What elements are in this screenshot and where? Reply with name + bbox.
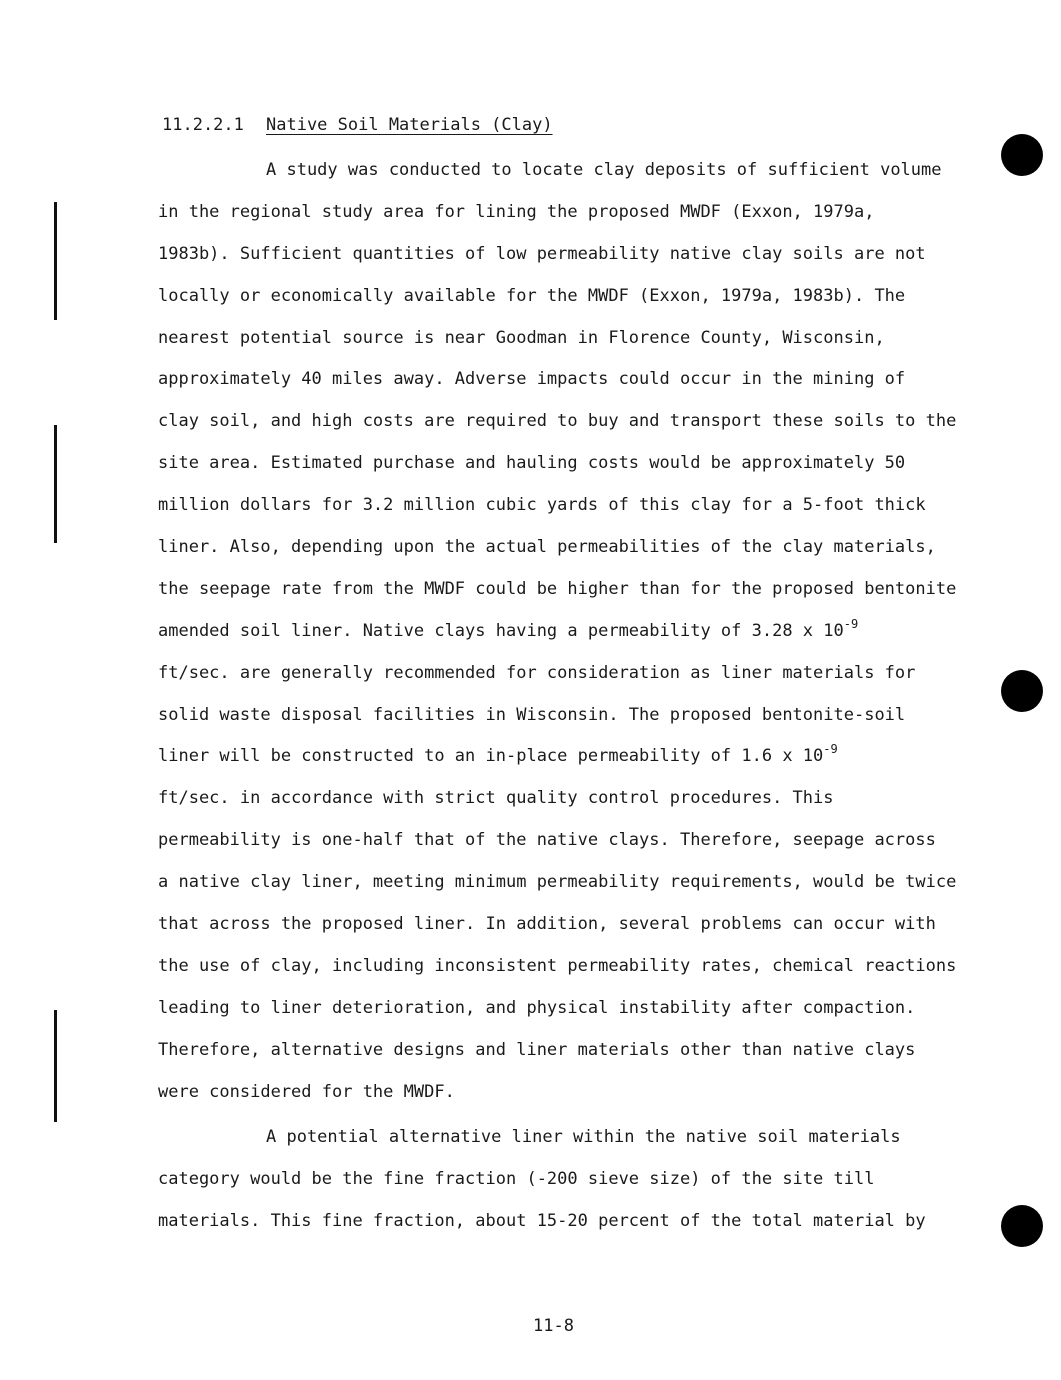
line-text: amended soil liner. Native clays having a permeability of 3.28 x 10 [158,620,844,641]
exponent: -9 [843,616,859,631]
paragraph-line: nearest potential source is near Goodman in Florence County, Wisconsin, [158,327,885,348]
revision-bar [54,425,57,543]
section-heading [162,115,553,135]
revision-bar [54,202,57,320]
page-number: 11-8 [533,1316,574,1336]
paragraph-line: materials. This fine fraction, about 15-20 percent of the total material by [158,1211,926,1232]
punch-hole [1001,1205,1043,1247]
paragraph-line: site area. Estimated purchase and hauling costs would be approximately 50 [158,453,906,474]
punch-hole [1001,134,1043,176]
revision-bar [54,1010,57,1122]
paragraph-line: A study was conducted to locate clay deposits of sufficient volume [266,160,942,180]
paragraph-line: permeability is one-half that of the native clays. Therefore, seepage across [158,830,936,851]
paragraph-line: 1983b). Sufficient quantities of low permeability native clay soils are not [158,243,926,264]
section-number: 11.2.2.1 [162,115,244,135]
paragraph-line: that across the proposed liner. In addition, several problems can occur with [158,914,936,935]
paragraph-line: solid waste disposal facilities in Wisconsin. The proposed bentonite-soil [158,704,906,725]
paragraph-line: leading to liner deterioration, and physical instability after compaction. [158,997,916,1018]
punch-hole [1001,670,1043,712]
paragraph-line: million dollars for 3.2 million cubic yards of this clay for a 5-foot thick [158,495,926,516]
paragraph-line: ft/sec. are generally recommended for consideration as liner materials for [158,662,916,683]
paragraph-line: in the regional study area for lining the proposed MWDF (Exxon, 1979a, [158,201,875,222]
paragraph-line: category would be the fine fraction (-200 sieve size) of the site till [158,1169,875,1190]
paragraph-line: were considered for the MWDF. [158,1081,455,1102]
paragraph-line: the seepage rate from the MWDF could be higher than for the proposed bentonite [158,578,957,599]
body-text [158,156,988,1249]
page-footer [0,1316,1061,1336]
paragraph-line: clay soil, and high costs are required to buy and transport these soils to the [158,411,957,432]
paragraph-line: Therefore, alternative designs and liner materials other than native clays [158,1039,916,1060]
paragraph-line: ft/sec. in accordance with strict quality control procedures. This [158,788,834,809]
section-title: Native Soil Materials (Clay) [266,115,553,135]
paragraph-line: approximately 40 miles away. Adverse impacts could occur in the mining of [158,369,906,390]
paragraph-line: a native clay liner, meeting minimum permeability requirements, would be twice [158,872,957,893]
line-text: liner will be constructed to an in-place permeability of 1.6 x 10 [158,746,824,767]
paragraph-line [158,742,988,784]
paragraph-line: liner. Also, depending upon the actual permeabilities of the clay materials, [158,537,936,558]
paragraph-line: the use of clay, including inconsistent permeability rates, chemical reactions [158,955,957,976]
exponent: -9 [823,742,838,757]
paragraph-line: locally or economically available for the MWDF (Exxon, 1979a, 1983b). The [158,285,906,306]
paragraph-line [158,617,988,659]
paragraph-line: A potential alternative liner within the native soil materials [266,1127,901,1148]
